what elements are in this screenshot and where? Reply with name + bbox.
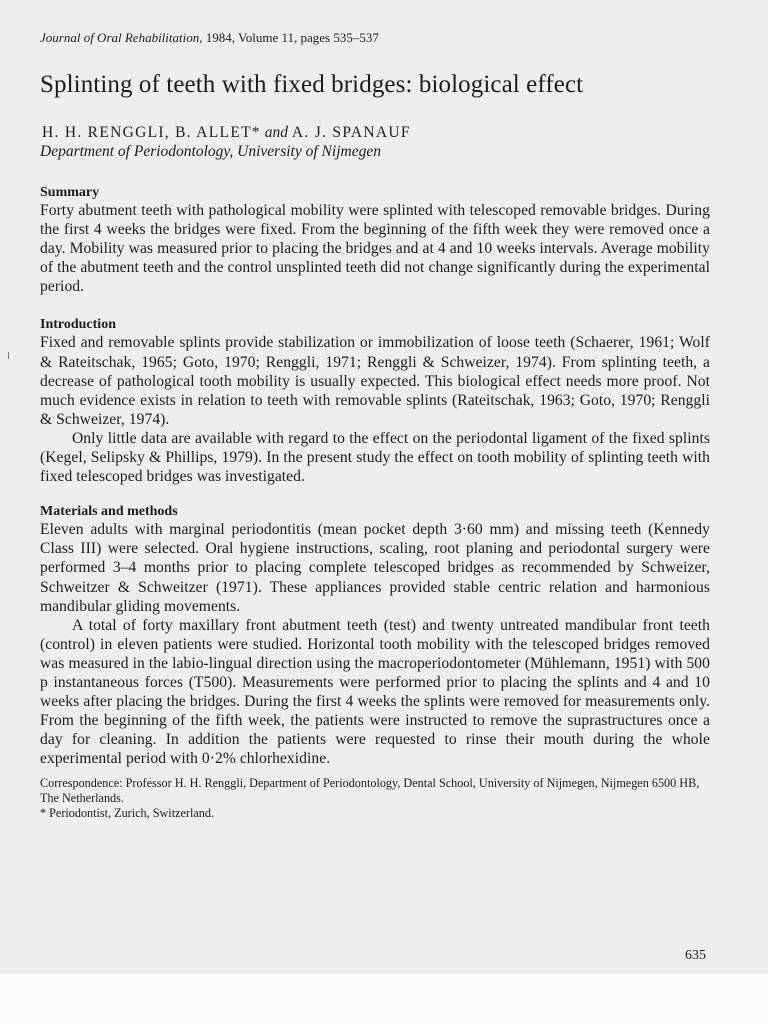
article-title: Splinting of teeth with fixed bridges: biological effect	[40, 71, 584, 98]
introduction-heading: Introduction	[40, 317, 116, 333]
summary-heading: Summary	[40, 185, 100, 200]
author-affiliation: Department of Periodontology, University of Nijmegen	[40, 143, 381, 160]
methods-paragraph-1: Eleven adults with marginal periodontitis (mean pocket depth 3·60 mm) and missing teeth (Kennedy Class III) were selected. Oral hygiene instructions, scaling, root planing and periodontal surgery were performed 3–4 months prior to placing complete telescoped bridges as recommended by Schweizer, Schweitzer & Schweitzer (1971). These appliances provided stable centric relation and harmonious mandibular gliding movements.	[40, 521, 710, 615]
introduction-paragraph-2: Only little data are available with regard to the effect on the periodontal ligament of the fixed splints (Kegel, Selipsky & Phillips, 1979). In the present study the effect on tooth mobility of splinting teeth with fixed telescoped bridges was investigated.	[40, 429, 710, 486]
page-number: 635	[685, 948, 706, 963]
methods-heading: Materials and methods	[40, 504, 178, 520]
authors-primary: H. H. RENGGLI, B. ALLET*	[42, 124, 261, 141]
authors-conjunction: and	[260, 124, 292, 141]
author-line	[42, 123, 710, 142]
authors-last: A. J. SPANAUF	[291, 124, 411, 141]
introduction-paragraph-1: Fixed and removable splints provide stabilization or immobilization of loose teeth (Schaerer, 1961; Wolf & Rateitschak, 1965; Goto, 1970; Renggli, 1971; Renggli & Schweizer, 1974). From splinting teeth, a decrease of pathological tooth mobility is usually expected. This biological effect needs more proof. Not much evidence exists in relation to teeth with removable splints (Rateitschak, 1963; Goto, 1970; Renggli & Schweizer, 1974).	[40, 334, 710, 428]
summary-text: Forty abutment teeth with pathological mobility were splinted with telescoped removable bridges. During the first 4 weeks the bridges were fixed. From the beginning of the fifth week they were removed once a day. Mobility was measured prior to placing the bridges and at 4 and 10 weeks intervals. Average mobility of the abutment teeth and the control unsplinted teeth did not change significantly during the experimental period.	[40, 202, 710, 296]
journal-name: Journal of Oral Rehabilitation,	[40, 30, 203, 45]
methods-paragraph-2: A total of forty maxillary front abutment teeth (test) and twenty untreated mandibular front teeth (control) in eleven patients were studied. Horizontal tooth mobility with the telescoped bridges removed was measured in the labio-lingual direction using the macroperiodontometer (Mühlemann, 1951) with 500 p instantaneous forces (T500). Measurements were performed prior to placing the splints and 4 and 10 weeks after placing the bridges. During the first 4 weeks the splints were removed for measurements only. From the beginning of the fifth week, the patients were instructed to remove the suprastructures once a day for cleaning. In addition the patients were requested to rinse their mouth during the whole experimental period with 0·2% chlorhexidine.	[40, 616, 710, 768]
scan-speck	[8, 352, 9, 359]
article-content	[40, 30, 710, 821]
footnotes	[40, 776, 710, 821]
scan-margin	[0, 974, 768, 1024]
journal-citation	[40, 30, 710, 46]
author-footnote: * Periodontist, Zurich, Switzerland.	[40, 806, 214, 821]
correspondence-note: Correspondence: Professor H. H. Renggli, Department of Periodontology, Dental School, University of Nijmegen, Nijmegen 6500 HB, The Netherlands.	[40, 776, 700, 806]
volume-pages: 1984, Volume 11, pages 535–537	[202, 30, 379, 45]
